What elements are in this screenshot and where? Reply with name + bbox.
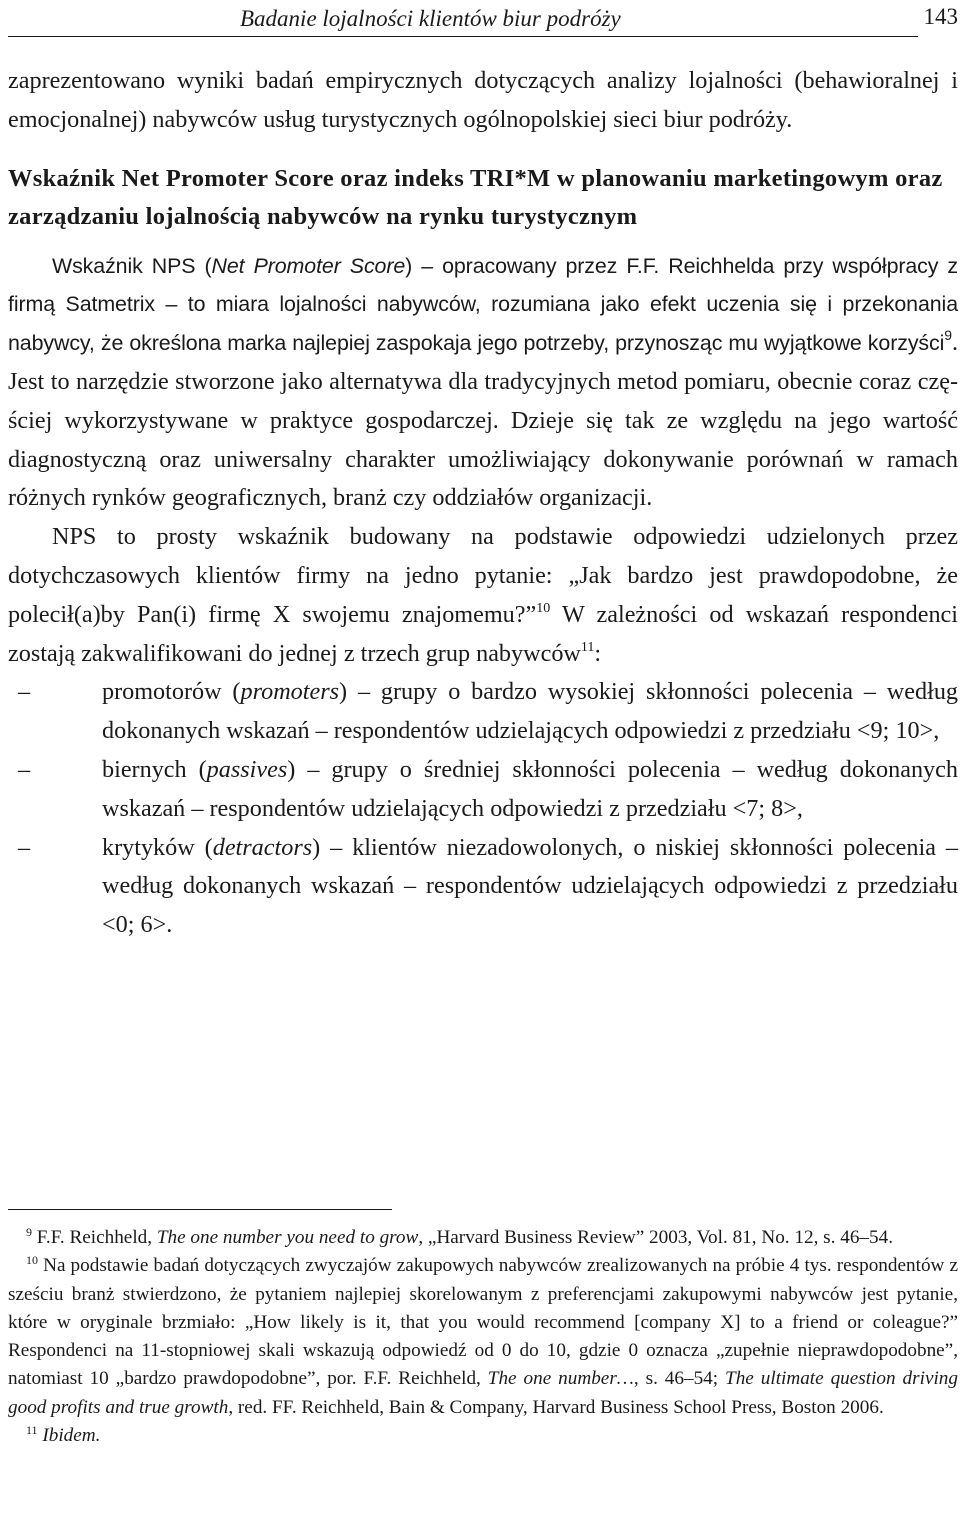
page-number: 143 bbox=[923, 4, 958, 29]
footnote-ref-10[interactable]: 10 bbox=[536, 600, 551, 616]
intro-paragraph: zaprezentowano wyniki badań empirycznych dotyczących analizy lojalności (behawioralnej i emocjonalnej) nabywców usług turystycznych ogólnopolskiej sieci biur podróży. bbox=[8, 67, 958, 133]
list-item-post: ) – klientów niezadowolonych, o niskiej skłonności polecenia – według dokonanych wskazań – respondentów udzielających odpowiedzi z przedziału <0; 6>. bbox=[102, 833, 958, 939]
footnote-number: 9 bbox=[26, 1225, 32, 1239]
list-item-promoters bbox=[8, 673, 958, 751]
list-item-pre: krytyków ( bbox=[102, 833, 213, 861]
running-header bbox=[8, 4, 958, 38]
footnote-title: The one number… bbox=[487, 1368, 634, 1390]
list-item-term: passives bbox=[206, 755, 288, 783]
footnote-ref-11[interactable]: 11 bbox=[580, 639, 595, 655]
list-item-post: ) – grupy o średniej skłonności polecenia – według dokonanych wskazań – respondentów udzielających odpowiedzi z przedziału <7; 8>, bbox=[102, 755, 958, 822]
footnote-title: The one number you need to grow bbox=[156, 1227, 419, 1248]
para1-text-c: ) – opracowany przez F.F. Reichhelda przy współpracy z firmą Satmetrix – to miara lojalności nabywców, rozumiana jako efekt uczenia się i przekonania nabywcy, że określona marka najlepiej zaspokaja jego potrzeby, przynosząc mu wyjątkowe korzyści bbox=[8, 253, 959, 356]
footnote-ref-9[interactable]: 9 bbox=[944, 327, 952, 344]
respondent-groups-list bbox=[8, 673, 958, 945]
list-item-passives bbox=[8, 751, 958, 829]
para1-lead bbox=[8, 254, 958, 356]
footnote-text: , s. 46–54; bbox=[633, 1368, 726, 1390]
footnote-text: F.F. Reichheld, bbox=[32, 1227, 157, 1248]
list-item-pre: biernych ( bbox=[102, 755, 207, 783]
para2-text-c: : bbox=[594, 639, 602, 667]
paragraph-nps-question bbox=[8, 518, 958, 673]
list-item-term: promoters bbox=[240, 678, 340, 706]
running-title: Badanie lojalności klientów biur podróży bbox=[240, 6, 621, 31]
footnote-9 bbox=[8, 1224, 958, 1252]
footnote-text: , red. FF. Reichheld, Bain & Company, Harvard Business School Press, Boston 2006. bbox=[228, 1396, 884, 1418]
para2-text-b: W zależności od wskazań respondenci zostają zakwalifikowani do jednej z trzech grup nabywców bbox=[8, 600, 959, 667]
para1-term: Net Promoter Score bbox=[211, 253, 406, 278]
footnote-rule bbox=[8, 1209, 392, 1210]
list-dash: – bbox=[18, 678, 31, 706]
footnote-text: Ibidem. bbox=[42, 1425, 101, 1447]
para1-text-d: . Jest to narzędzie stworzone jako alternatywa dla tradycyjnych metod pomiaru, obecnie coraz częściej wykorzystywane w praktyce gospodarczej. Dzieje się tak ze względu na jego wartość diagnostyczną oraz uniwersalny charakter umożliwiający dokonywanie porównań w ramach różnych rynków geograficznych, branż czy oddziałów organizacji. bbox=[8, 329, 958, 512]
list-dash: – bbox=[18, 755, 31, 783]
list-item-post: ) – grupy o bardzo wysokiej skłonności polecenia – według dokonanych wskazań – respondentów udzielających odpowiedzi z przedziału <9; 10>, bbox=[102, 678, 959, 745]
para1-text-a: Wskaźnik NPS ( bbox=[52, 253, 212, 278]
footnote-10 bbox=[8, 1252, 958, 1422]
list-item-term: detractors bbox=[212, 833, 313, 861]
footnotes bbox=[8, 1224, 958, 1450]
paragraph-nps-definition bbox=[8, 247, 958, 519]
header-rule bbox=[8, 36, 918, 37]
footnote-text: Na podstawie badań dotyczących zwyczajów zakupowych nabywców zrealizowanych na próbie 4 tys. respondentów z sześciu branż stwierdzono, że pytaniem najlepiej skorelowanym z preferencjami zakupowymi nabywców jest pytanie, które w oryginale brzmiało: „How likely is it, that you would recommend [company X] to a friend or coleague?” Respondenci na 11-stopniowej skali wskazują odpowiedź od 0 do 10, gdzie 0 oznacza „zupełnie nieprawdopodobne”, natomiast 10 „bardzo prawdopodobne”, por. F.F. Reichheld, bbox=[8, 1255, 958, 1390]
list-dash: – bbox=[18, 833, 31, 861]
footnote-number: 10 bbox=[26, 1253, 38, 1268]
footnote-11 bbox=[8, 1422, 958, 1450]
footnote-number: 11 bbox=[26, 1423, 38, 1438]
section-heading: Wskaźnik Net Promoter Score oraz indeks TRI*M w planowaniu marketingowym oraz zarządzaniu lojalnością nabywców na rynku turystycznym bbox=[8, 164, 943, 231]
list-item-pre: promotorów ( bbox=[102, 678, 241, 706]
main-text bbox=[8, 62, 958, 945]
footnote-text: , „Harvard Business Review” 2003, Vol. 81, No. 12, s. 46–54. bbox=[418, 1227, 894, 1248]
footnote-title: The ultimate question driving good profits and true growth bbox=[8, 1368, 958, 1418]
list-item-detractors bbox=[8, 829, 958, 945]
para2-text-a: NPS to prosty wskaźnik budowany na podstawie odpowiedzi udzielonych przez dotychczasowych klientów firmy na jedno pytanie: „Jak bardzo jest prawdopodobne, że polecił(a)by Pan(i) firmę X swojemu znajomemu?” bbox=[8, 523, 958, 628]
